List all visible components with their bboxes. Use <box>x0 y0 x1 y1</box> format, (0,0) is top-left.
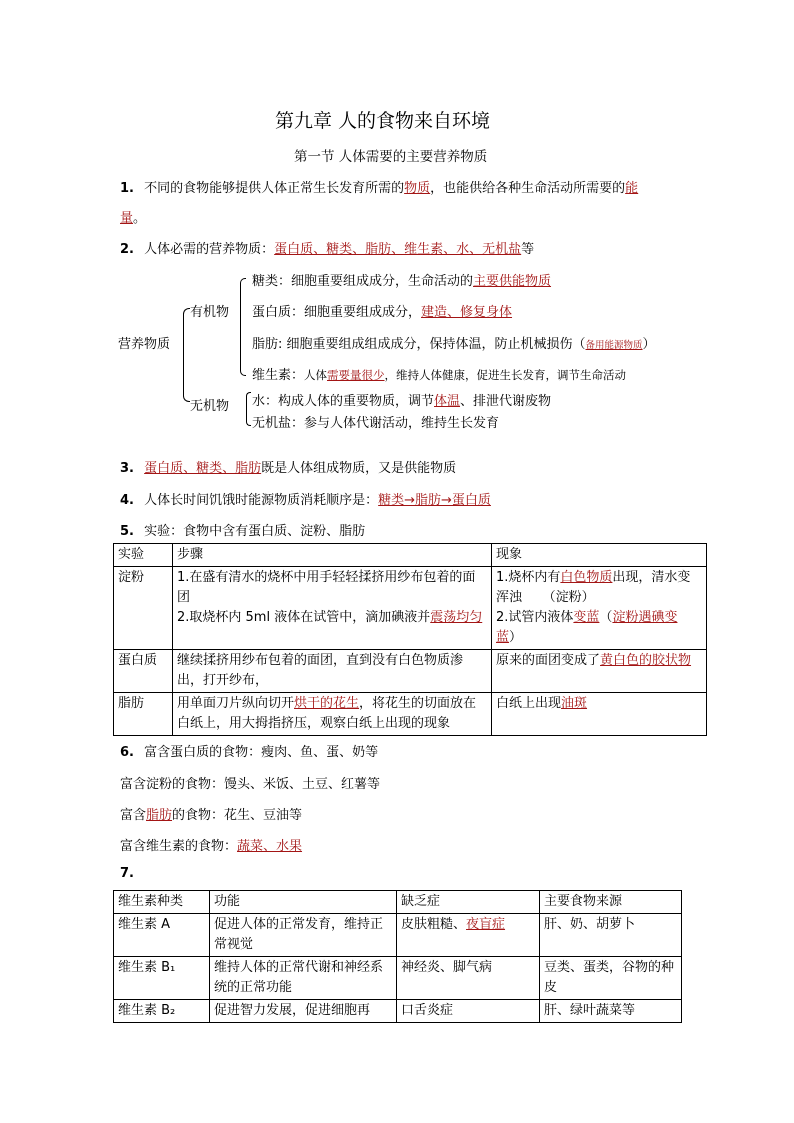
text: ，将花生的切面放在白纸上，用大拇指挤压，观察白纸上出现的现象 <box>177 696 477 731</box>
brace-root <box>183 308 190 402</box>
text: 实验：食物中含有蛋白质、淀粉、脂肪 <box>144 524 366 539</box>
text: 等 <box>521 242 535 257</box>
cell-result <box>492 650 707 693</box>
cell-result <box>492 693 707 736</box>
table-row <box>114 650 707 693</box>
item-number: 6. <box>120 745 134 760</box>
text: 富含 <box>120 808 147 823</box>
result-text <box>496 608 702 648</box>
item-3 <box>120 457 456 476</box>
text: 维生素： <box>252 368 305 383</box>
item-2 <box>120 238 534 257</box>
highlight-text: 变蓝 <box>573 610 600 625</box>
item-number: 5. <box>120 524 134 539</box>
highlight-text: 震荡均匀 <box>430 610 483 625</box>
item-6 <box>120 741 378 760</box>
chapter-title: 第九章 人的食物来自环境 <box>275 110 491 132</box>
cell-deficiency <box>397 914 540 957</box>
step-text: 1.在盛有清水的烧杯中用手轻轻揉挤用纱布包着的面团 <box>177 570 476 605</box>
text: （ <box>599 610 613 625</box>
table-row <box>114 693 707 736</box>
cell-experiment: 淀粉 <box>114 567 173 650</box>
highlight-text: 脂肪 <box>146 808 173 823</box>
header-cell: 缺乏症 <box>397 891 540 914</box>
table-row <box>114 567 707 650</box>
tree-vitamin <box>252 364 626 383</box>
text: 富含蛋白质的食物：瘦肉、鱼、蛋、奶等 <box>144 745 379 760</box>
step-text <box>177 608 487 628</box>
text: 既是人体组成物质，又是供能物质 <box>261 461 457 476</box>
text: 原来的面团变成了 <box>496 653 601 668</box>
vitamin-table <box>113 890 682 1023</box>
tree-root-label: 营养物质 <box>118 337 171 352</box>
text: ） <box>509 630 523 645</box>
cell-function: 促进人体的正常发育，维持正常视觉 <box>210 914 397 957</box>
header-cell: 维生素种类 <box>114 891 210 914</box>
text: ） <box>642 337 656 352</box>
tree-fat <box>252 333 656 352</box>
cell-deficiency: 神经炎、脚气病 <box>397 957 540 1000</box>
item-number: 1. <box>120 181 134 196</box>
item-6-line-2: 富含淀粉的食物：馒头、米饭、土豆、红薯等 <box>120 777 381 792</box>
highlight-text: 备用能源物质 <box>585 340 643 351</box>
highlight-text: 黄白色的胶状物 <box>600 653 692 668</box>
table-row <box>114 1000 682 1023</box>
tree-organic-label: 有机物 <box>190 305 230 320</box>
cell-function: 维持人体的正常代谢和神经系统的正常功能 <box>210 957 397 1000</box>
tree-inorganic-label: 无机物 <box>190 399 230 414</box>
header-cell: 现象 <box>492 544 707 567</box>
cell-steps: 继续揉挤用纱布包着的面团，直到没有白色物质渗出，打开纱布， <box>173 650 492 693</box>
highlight-text: 需要量很少 <box>327 368 385 382</box>
item-1-cont <box>120 207 146 226</box>
text: 蛋白质：细胞重要组成成分， <box>252 305 422 320</box>
result-text <box>496 568 702 608</box>
highlight-text: 主要供能物质 <box>473 274 552 289</box>
highlight-text: 糖类→脂肪→蛋白质 <box>378 493 491 508</box>
text: 出现，清水变浑浊 （淀粉） <box>496 570 691 605</box>
highlight-text: 蛋白质、糖类、脂肪 <box>144 461 262 476</box>
tree-salt: 无机盐：参与人体代谢活动，维持生长发育 <box>252 416 500 431</box>
cell-source: 肝、绿叶蔬菜等 <box>540 1000 682 1023</box>
cell-experiment: 蛋白质 <box>114 650 173 693</box>
text: 人体长时间饥饿时能源物质消耗顺序是： <box>144 493 379 508</box>
text: 脂肪: 细胞重要组成组成成分，保持体温，防止机械损伤（ <box>252 337 586 352</box>
cell-vitamin: 维生素 A <box>114 914 210 957</box>
highlight-text: 白色物质 <box>560 570 613 585</box>
table-row <box>114 957 682 1000</box>
tree-protein <box>252 301 512 320</box>
text: 2.试管内液体 <box>496 610 574 625</box>
text: 富含维生素的食物： <box>120 839 238 854</box>
cell-experiment: 脂肪 <box>114 693 173 736</box>
highlight-text: 蛋白质、糖类、脂肪、维生素、水、无机盐 <box>274 242 522 257</box>
highlight-text: 油斑 <box>561 696 588 711</box>
highlight-text: 量 <box>120 211 134 226</box>
cell-function: 促进智力发展，促进细胞再 <box>210 1000 397 1023</box>
text: 不同的食物能够提供人体正常生长发育所需的 <box>144 181 405 196</box>
highlight-text: 蔬菜、水果 <box>237 839 303 854</box>
header-cell: 主要食物来源 <box>540 891 682 914</box>
text: 白纸上出现 <box>496 696 562 711</box>
item-7-number: 7. <box>120 866 134 881</box>
cell-source: 肝、奶、胡萝卜 <box>540 914 682 957</box>
highlight-text: 能 <box>625 181 639 196</box>
cell-source: 豆类、蛋类，谷物的种皮 <box>540 957 682 1000</box>
text: ，也能供给各种生命活动所需要的 <box>430 181 626 196</box>
text: 水：构成人体的重要物质，调节 <box>252 394 435 409</box>
text: 糖类：细胞重要组成成分，生命活动的 <box>252 274 474 289</box>
highlight-text: 体温 <box>434 394 461 409</box>
item-1 <box>120 177 638 196</box>
text: 、排泄代谢废物 <box>460 394 552 409</box>
experiment-table <box>113 543 707 736</box>
item-6-line-4 <box>120 835 302 854</box>
section-title: 第一节 人体需要的主要营养物质 <box>294 149 488 165</box>
item-number: 3. <box>120 461 134 476</box>
text: 用单面刀片纵向切开 <box>177 696 295 711</box>
item-number: 2. <box>120 242 134 257</box>
tree-sugar <box>252 270 551 289</box>
highlight-text: 建造、修复身体 <box>421 305 513 320</box>
brace-organic <box>240 278 246 376</box>
highlight-text: 淀粉遇碘变蓝 <box>496 610 678 645</box>
text: 2.取烧杯内 5ml 液体在试管中，滴加碘液并 <box>177 610 431 625</box>
cell-deficiency: 口舌炎症 <box>397 1000 540 1023</box>
cell-vitamin: 维生素 B₁ <box>114 957 210 1000</box>
highlight-text: 烘干的花生 <box>294 696 360 711</box>
table-header-row <box>114 891 682 914</box>
highlight-text: 夜盲症 <box>466 917 506 932</box>
item-4 <box>120 489 491 508</box>
tree-water <box>252 390 551 409</box>
item-6-line-3 <box>120 804 302 823</box>
highlight-text: 物质 <box>404 181 431 196</box>
text: 的食物：花生、豆油等 <box>172 808 303 823</box>
table-row <box>114 914 682 957</box>
text: 1.烧杯内有 <box>496 570 561 585</box>
table-header-row <box>114 544 707 567</box>
cell-steps <box>173 567 492 650</box>
header-cell: 步骤 <box>173 544 492 567</box>
text: 人体必需的营养物质： <box>144 242 275 257</box>
text: ，维持人体健康，促进生长发育，调节生命活动 <box>384 368 627 382</box>
item-number: 4. <box>120 493 134 508</box>
text: 人体 <box>304 368 328 382</box>
cell-vitamin: 维生素 B₂ <box>114 1000 210 1023</box>
text: 。 <box>133 211 147 226</box>
brace-inorganic <box>246 392 251 426</box>
header-cell: 功能 <box>210 891 397 914</box>
header-cell: 实验 <box>114 544 173 567</box>
item-5 <box>120 520 365 539</box>
text: 皮肤粗糙、 <box>401 917 467 932</box>
cell-steps <box>173 693 492 736</box>
cell-result <box>492 567 707 650</box>
